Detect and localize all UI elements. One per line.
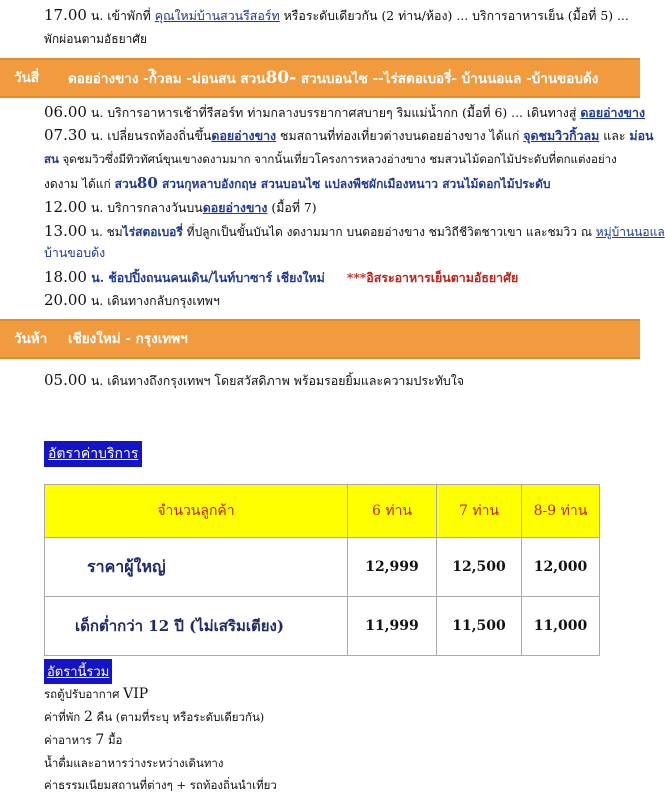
rates-table bbox=[44, 484, 600, 656]
header-cell: 7 ท่าน bbox=[437, 485, 522, 538]
rates-header-row bbox=[45, 485, 600, 538]
includes-item-2 bbox=[44, 708, 264, 726]
place-link[interactable]: หมู่บ้านนอแล bbox=[595, 225, 665, 239]
text: ที่ปลูกเป็นขั้นบันได งดงามมาก บนดอยอ่างขาง ชมวิถีชีวิตชาวเขา และชมวิว ณ bbox=[182, 225, 596, 239]
price-cell: 11,500 bbox=[437, 597, 522, 656]
garden-number: 80 bbox=[136, 174, 158, 192]
table-row bbox=[45, 538, 600, 597]
place-name: บ้านขอบด้ง bbox=[44, 245, 106, 260]
text: น. เข้าพักที่ bbox=[86, 8, 155, 23]
includes-item-5: ค่าธรรมเนียมสถานที่ต่างๆ + รถท้องถิ่นนำเที่ยว bbox=[44, 778, 277, 792]
text: (มื้อที่ 7) bbox=[267, 200, 317, 215]
text: ชมสถานที่ท่องเที่ยวต่างบนดอยอ่างขาง ได้แก่ bbox=[276, 128, 524, 143]
text: งดงาม ได้แก่ bbox=[44, 177, 115, 191]
garden: สวน bbox=[114, 177, 137, 191]
text: ค่าอาหาร bbox=[44, 733, 96, 747]
text: น. เปลี่ยนรถท้องถิ่นขึ้น bbox=[86, 128, 212, 143]
day4-item-3 bbox=[44, 150, 617, 168]
time: 13.00 bbox=[44, 222, 87, 240]
time: 05.00 bbox=[44, 371, 87, 389]
day5-item-1 bbox=[44, 371, 464, 390]
includes-title: อัตรานี้รวม bbox=[44, 659, 112, 684]
place-link[interactable]: ดอยอ่างขาง bbox=[580, 105, 646, 120]
price-cell: 12,500 bbox=[437, 538, 522, 597]
text: หรือระดับเดียวกัน (2 ท่าน/ห้อง) ... บริการอาหารเย็น (มื้อที่ 5) ... bbox=[279, 8, 629, 23]
text: น. เดินทางกลับกรุงเทพฯ bbox=[86, 293, 220, 308]
place-name: ม่อน bbox=[629, 128, 654, 143]
text: ค่าที่พัก bbox=[44, 710, 84, 724]
includes-item-3 bbox=[44, 731, 122, 749]
day5-header bbox=[0, 319, 640, 359]
text: จุดชมวิวซึ่งมีทิวทัศน์ขุนเขางดงามมาก จากนั้นเที่ยวโครงการหลวงอ่างขาง ชมสวนไม้ดอกไม้ประดับที่ตกแต่งอย่าง bbox=[58, 152, 617, 166]
text: รถตู้ปรับอากาศ bbox=[44, 687, 124, 701]
shopping: น. ช้อปปิ้งถนนคนเดิน/ไนท์บาซาร์ เชียงใหม่ bbox=[86, 270, 325, 285]
includes-item-4: น้ำดื่มและอาหารว่างระหว่างเดินทาง bbox=[44, 756, 224, 770]
day5-title: เชียงใหม่ - กรุงเทพฯ bbox=[68, 331, 188, 347]
day4-title: ดอยอ่างขาง -ก้ิวลม -ม่อนสน สวน80- สวนบอนไซ --ไร่สตอเบอรี่- บ้านนอแล -บ้านขอบด้ง bbox=[68, 68, 599, 88]
text: 7 bbox=[95, 732, 105, 748]
text: มื้อ bbox=[104, 733, 123, 747]
day4-item-5 bbox=[44, 198, 317, 217]
day4-item-4 bbox=[44, 174, 551, 193]
text: และ bbox=[599, 128, 630, 143]
row-label: ราคาผู้ใหญ่ bbox=[45, 538, 348, 597]
place-name: ไร่สตอเบอรี่ bbox=[122, 225, 183, 239]
place-link[interactable]: ดอยอ่างขาง bbox=[211, 128, 277, 143]
time: 07.30 bbox=[44, 126, 87, 144]
day4-item-9 bbox=[44, 291, 220, 310]
rates-title: อัตราค่าบริการ bbox=[44, 441, 142, 467]
price-cell: 11,000 bbox=[522, 597, 600, 656]
place-link[interactable]: จุดชมวิวกิ้วลม bbox=[523, 128, 600, 143]
resort-link[interactable]: คุณใหม่บ้านสวนรีสอร์ท bbox=[154, 8, 280, 23]
text: น. บริการอาหารเช้าที่รีสอร์ท ท่ามกลางบรรยากาศสบายๆ ริมแม่น้ำกก (มื้อที่ 6) ... เดินทางสู่ bbox=[86, 105, 581, 120]
time: 12.00 bbox=[44, 198, 87, 216]
day4-item-2 bbox=[44, 126, 654, 145]
text: 2 bbox=[83, 709, 93, 725]
text: น. บริการกลางวันบน bbox=[86, 200, 203, 215]
day4-item-7 bbox=[44, 244, 105, 262]
header-cell: 6 ท่าน bbox=[348, 485, 437, 538]
text: น. เดินทางถึงกรุงเทพฯ โดยสวัสดิภาพ พร้อมรอยยิ้มและความประทับใจ bbox=[86, 373, 465, 388]
text: VIP bbox=[123, 686, 149, 702]
header-cell: จำนวนลูกค้า bbox=[45, 485, 348, 538]
day4-item-1 bbox=[44, 103, 645, 122]
price-cell: 11,999 bbox=[348, 597, 437, 656]
price-cell: 12,999 bbox=[348, 538, 437, 597]
gardens: สวนกุหลาบอังกฤษ สวนบอนไซ แปลงพืชผักเมืองหนาว สวนไม้ดอกไม้ประดับ bbox=[157, 177, 551, 191]
includes-item-1 bbox=[44, 685, 148, 703]
time: 20.00 bbox=[44, 291, 87, 309]
day4-item-8 bbox=[44, 268, 518, 287]
text: น. ชม bbox=[86, 225, 123, 239]
table-row bbox=[45, 597, 600, 656]
day5-label: วันห้า bbox=[14, 331, 48, 347]
time: 06.00 bbox=[44, 103, 87, 121]
day4-item-6 bbox=[44, 222, 665, 241]
place-name: สน bbox=[44, 152, 59, 166]
intro-line-1 bbox=[44, 6, 629, 25]
dinner-note: ***อิสระอาหารเย็นตามอัธยาศัย bbox=[346, 270, 519, 285]
time: 17.00 bbox=[44, 6, 87, 24]
day4-header bbox=[0, 58, 640, 98]
day4-label: วันสี่ bbox=[14, 70, 40, 86]
row-label: เด็กต่ำกว่า 12 ปี (ไม่เสริมเตียง) bbox=[45, 597, 348, 656]
time: 18.00 bbox=[44, 268, 87, 286]
price-cell: 12,000 bbox=[522, 538, 600, 597]
place-link[interactable]: ดอยอ่างขาง bbox=[202, 200, 268, 215]
intro-line-2: พักผ่อนตามอัธยาศัย bbox=[44, 32, 148, 46]
header-cell: 8-9 ท่าน bbox=[522, 485, 600, 538]
text: คืน (ตามที่ระบุ หรือระดับเดียวกัน) bbox=[92, 710, 265, 724]
